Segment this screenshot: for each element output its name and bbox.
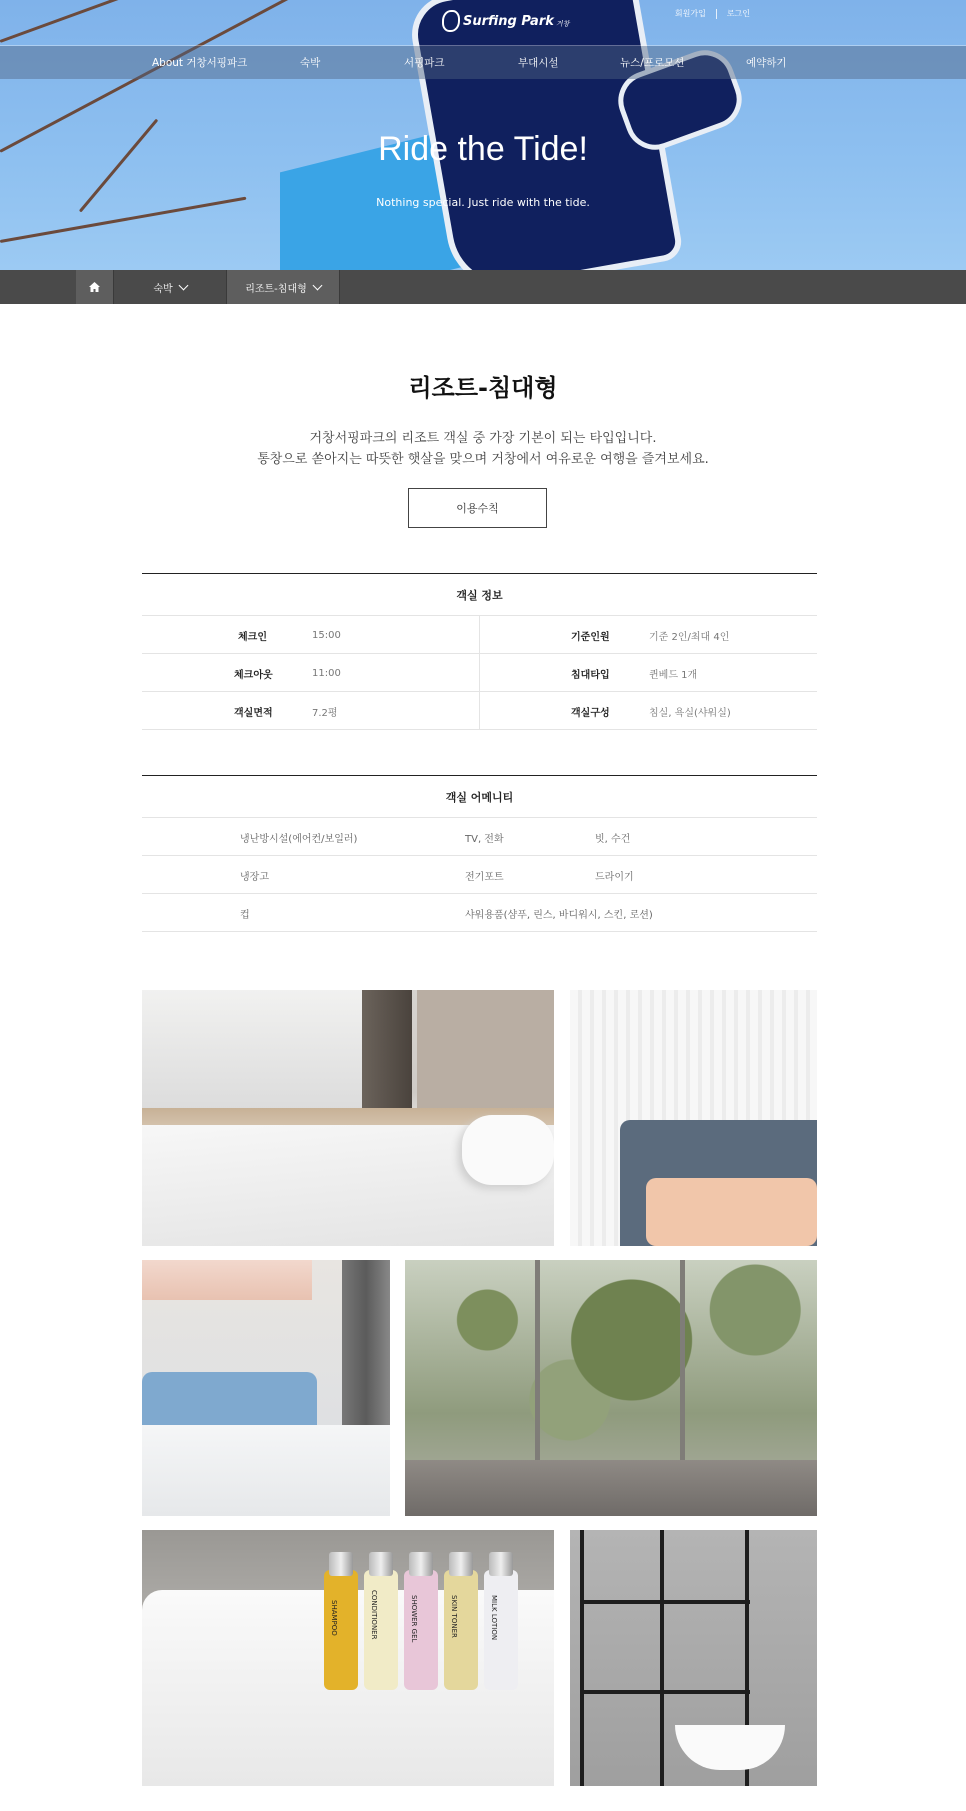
info-value: 7.2평 <box>312 707 338 719</box>
info-value: 기준 2인/최대 4인 <box>649 631 730 643</box>
bottle-cap <box>409 1552 433 1576</box>
info-value: 침실, 욕실(샤워실) <box>649 707 731 719</box>
bottle-cap <box>369 1552 393 1576</box>
room-photo-shower[interactable] <box>570 1530 817 1786</box>
bottle-label: SKIN TONER <box>450 1595 458 1638</box>
breadcrumb-item-room[interactable] <box>227 270 340 304</box>
room-photo-view[interactable] <box>405 1260 817 1516</box>
bottle-label: SHAMPOO <box>330 1600 338 1636</box>
room-info-heading: 객실 정보 <box>142 574 817 616</box>
nav-item-surfpark[interactable]: 서핑파크 <box>404 57 445 69</box>
info-value: 퀸베드 1개 <box>649 669 698 681</box>
bottle-label: CONDITIONER <box>370 1590 378 1640</box>
curtain <box>362 990 412 1120</box>
logo-text: Surfing Park <box>463 13 554 29</box>
chevron-down-icon <box>312 280 322 290</box>
shower-frame <box>580 1690 750 1694</box>
shower-frame <box>660 1530 664 1786</box>
nav-item-reservation[interactable]: 예약하기 <box>746 57 787 69</box>
breadcrumb <box>0 270 966 304</box>
info-label: 침대타입 <box>571 669 610 681</box>
nav-item-news[interactable]: 뉴스/프로모션 <box>620 57 685 69</box>
chevron-down-icon <box>178 280 188 290</box>
table-row <box>142 894 817 932</box>
rules-button[interactable]: 이용수칙 <box>408 488 547 528</box>
logo-mark-icon <box>442 10 460 32</box>
nav-item-facilities[interactable]: 부대시설 <box>518 57 559 69</box>
hero-subtitle: Nothing special. Just ride with the tide. <box>376 196 590 209</box>
info-label: 체크아웃 <box>234 669 273 681</box>
bottle-label: MILK LOTION <box>490 1595 498 1641</box>
hero-title: Ride the Tide! <box>378 130 588 168</box>
wall-panel <box>417 990 554 1120</box>
amenity-item: TV, 전화 <box>465 833 504 845</box>
nav-item-accommodation[interactable]: 숙박 <box>300 57 321 69</box>
info-label: 체크인 <box>238 631 267 643</box>
amenities-table <box>142 775 817 932</box>
logo-small-text: 거창 <box>555 20 570 28</box>
pillow <box>462 1115 554 1185</box>
top-bar <box>0 0 966 46</box>
bottle-cap <box>489 1552 513 1576</box>
info-label: 기준인원 <box>571 631 610 643</box>
room-photo-bed[interactable] <box>142 990 554 1246</box>
room-info-table <box>142 573 817 730</box>
room-photo-amenities[interactable] <box>142 1530 554 1786</box>
utility-links <box>675 8 750 19</box>
main-nav <box>0 46 966 79</box>
shower-frame <box>580 1600 750 1604</box>
room-description <box>0 428 966 470</box>
amenity-item: 냉난방시설(에어컨/보일러) <box>240 833 358 845</box>
description-line: 거창서핑파크의 리조트 객실 중 가장 기본이 되는 타입입니다. <box>309 431 657 446</box>
breadcrumb-label: 숙박 <box>153 283 173 295</box>
amenity-item: 샤워용품(샴푸, 린스, 바디워시, 스킨, 로션) <box>465 909 653 921</box>
page-title: 리조트-침대형 <box>408 374 558 402</box>
info-value: 15:00 <box>312 629 341 641</box>
amenity-item: 냉장고 <box>240 871 269 883</box>
hero-banner <box>0 0 966 270</box>
login-link[interactable]: 로그인 <box>726 9 750 18</box>
window <box>142 990 372 1110</box>
pillow <box>646 1178 817 1246</box>
bottle-cap <box>449 1552 473 1576</box>
room-photo-headboard[interactable] <box>570 990 817 1246</box>
table-row <box>142 654 817 692</box>
home-icon <box>89 282 100 292</box>
amenity-item: 빗, 수건 <box>595 833 631 845</box>
amenity-item: 드라이기 <box>595 871 634 883</box>
info-value: 11:00 <box>312 667 341 679</box>
basin <box>675 1725 785 1770</box>
site-logo[interactable] <box>442 8 569 34</box>
nav-item-about[interactable]: About 거창서핑파크 <box>152 57 248 69</box>
signup-link[interactable]: 회원가입 <box>674 9 706 18</box>
info-label: 객실구성 <box>571 707 610 719</box>
info-label: 객실면적 <box>234 707 273 719</box>
tree-view <box>405 1260 817 1460</box>
breadcrumb-home[interactable] <box>76 270 114 304</box>
table-row <box>142 692 817 730</box>
amenity-item: 전기포트 <box>465 871 504 883</box>
window-sill <box>405 1460 817 1516</box>
bed <box>142 1425 390 1516</box>
roof-view <box>142 1260 312 1300</box>
description-line: 통창으로 쏟아지는 따뜻한 햇살을 맞으며 거창에서 여유로운 여행을 즐겨보세요. <box>257 452 709 467</box>
amenities-heading: 객실 어메니티 <box>142 776 817 818</box>
breadcrumb-label: 리조트-침대형 <box>245 283 307 295</box>
breadcrumb-item-accommodation[interactable] <box>114 270 227 304</box>
shower-frame <box>580 1530 584 1786</box>
amenity-item: 컵 <box>240 909 250 921</box>
divider <box>716 9 717 19</box>
bottle-cap <box>329 1552 353 1576</box>
table-row <box>142 856 817 894</box>
bottle-label: SHOWER GEL <box>410 1595 418 1643</box>
room-photo-window-bed[interactable] <box>142 1260 390 1516</box>
table-row <box>142 616 817 654</box>
table-row <box>142 818 817 856</box>
